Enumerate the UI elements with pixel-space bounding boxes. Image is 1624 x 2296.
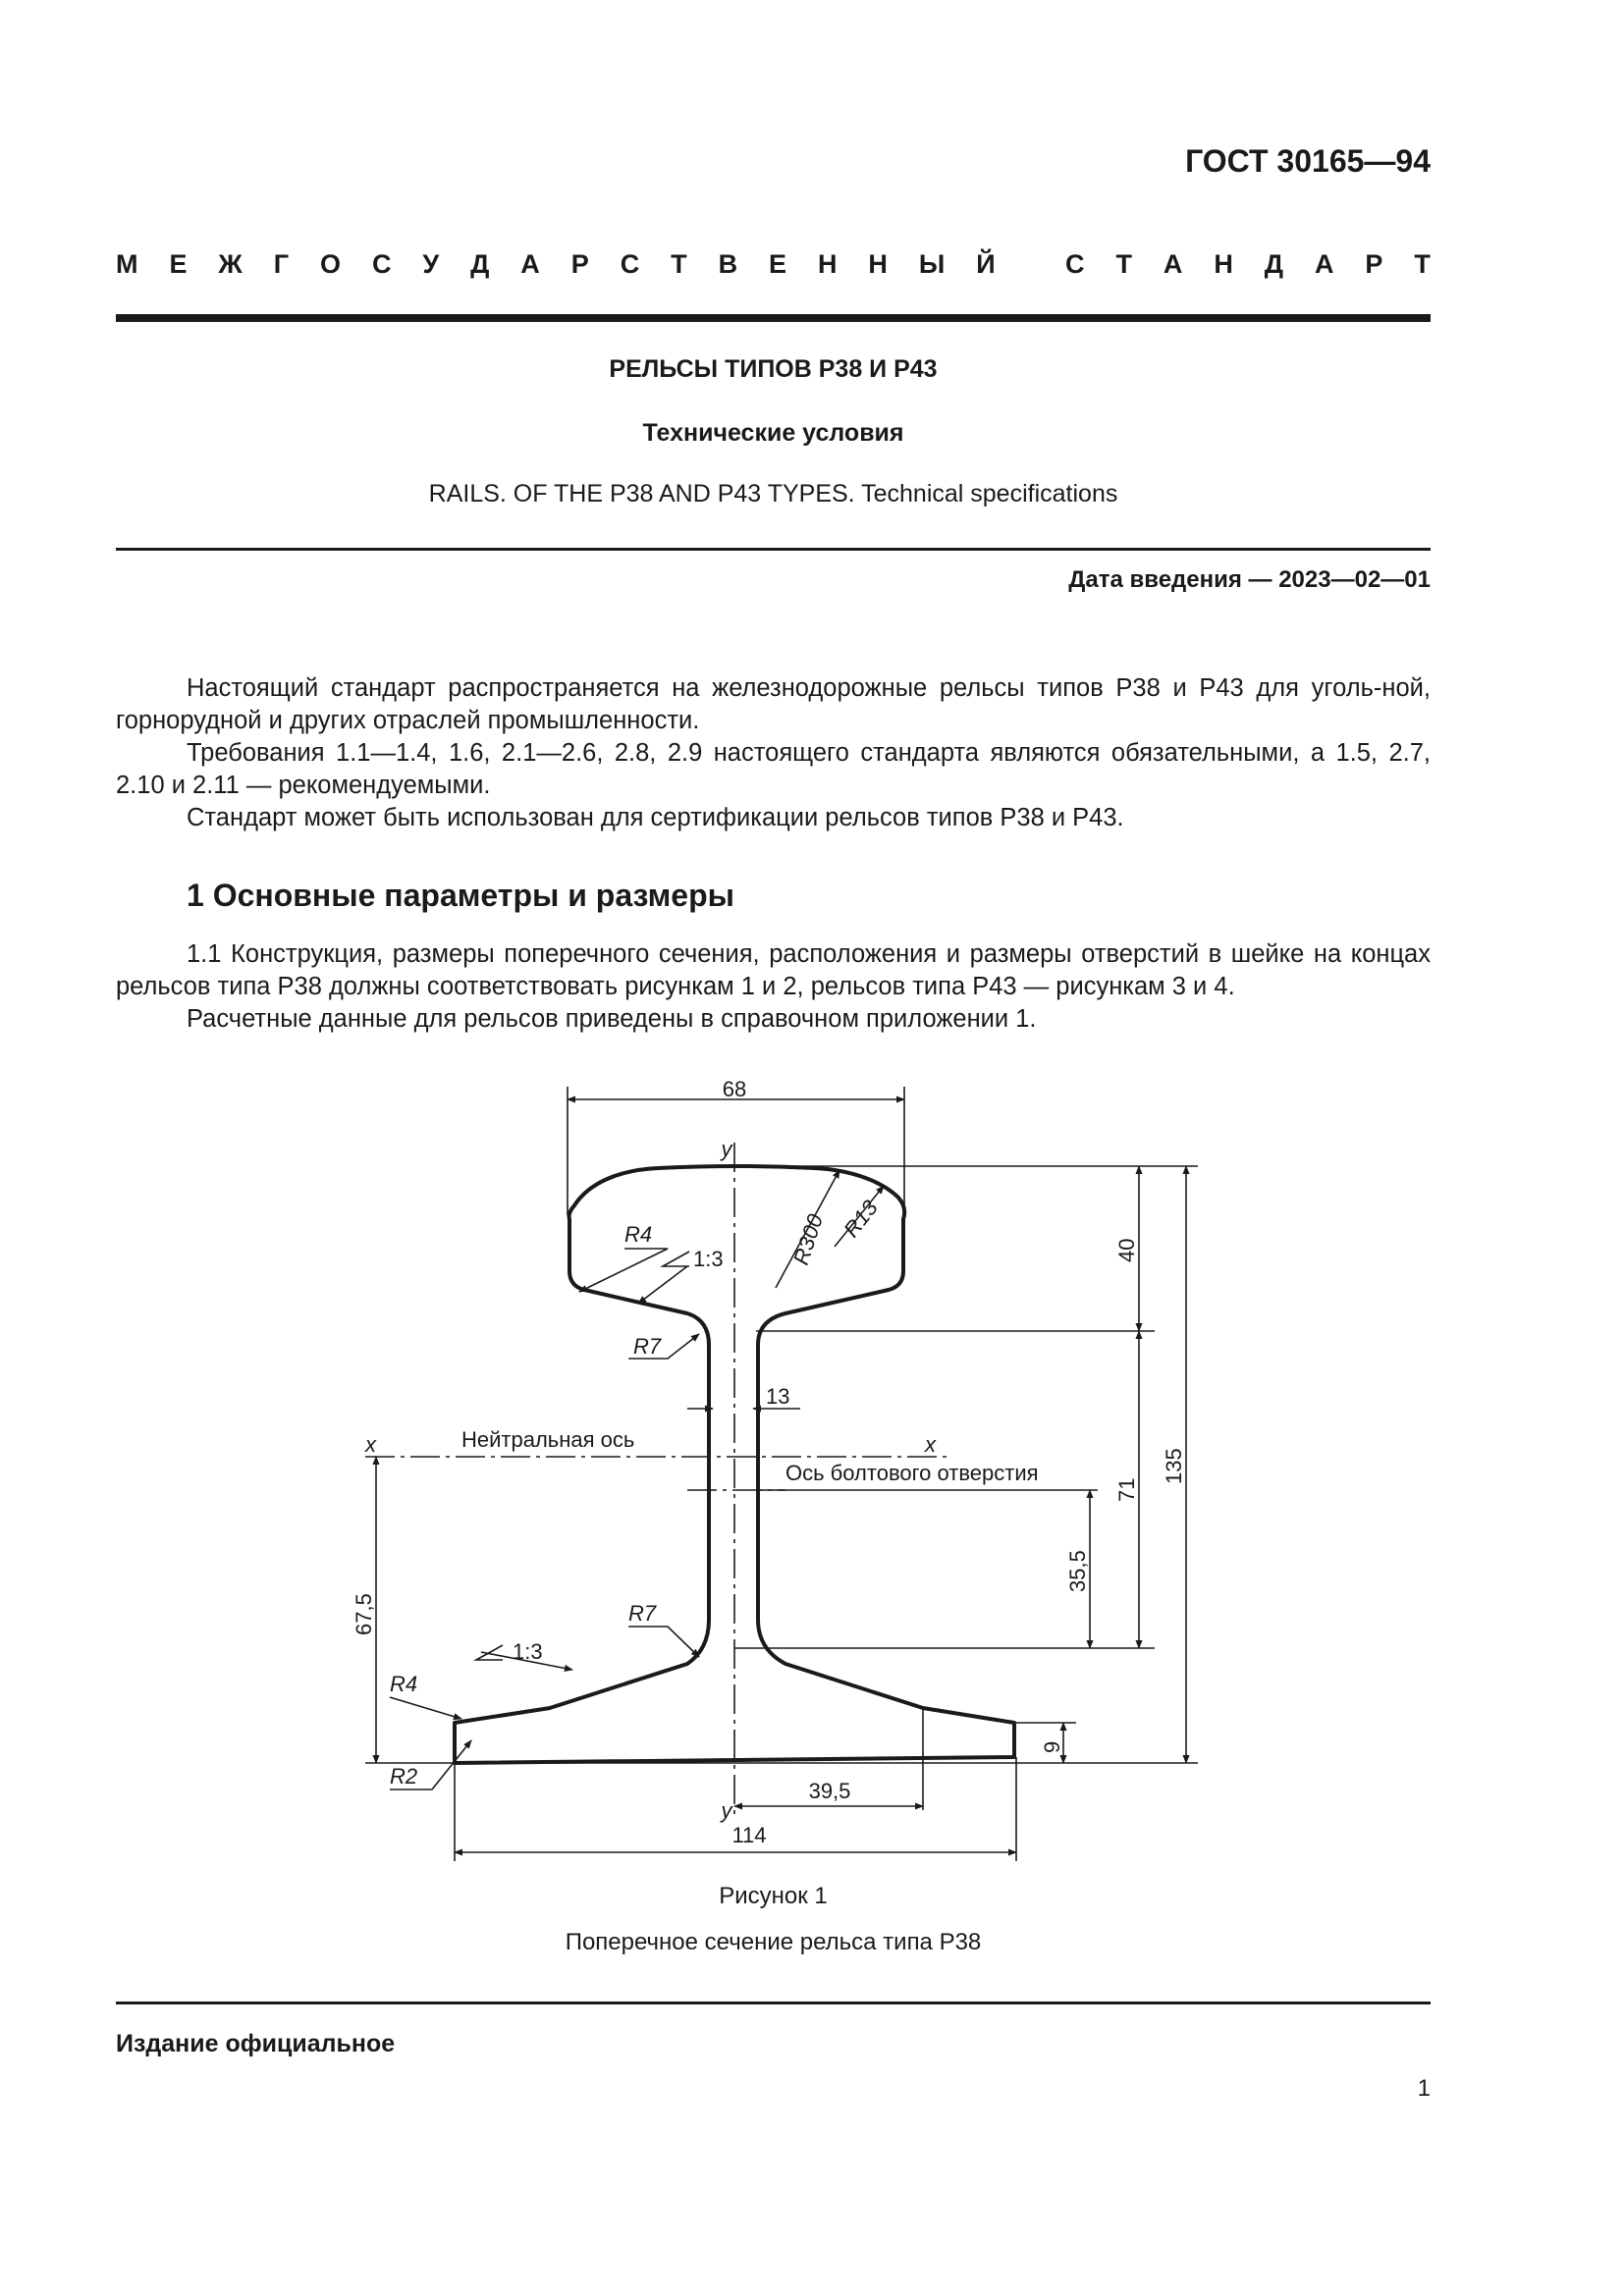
standard-type-letter: Т <box>1115 249 1132 279</box>
label-head-width: 68 <box>722 1077 747 1101</box>
label-slope-top: 1:3 <box>693 1247 724 1271</box>
standard-type-letter: Е <box>169 249 188 279</box>
standard-type-letter: С <box>1065 249 1085 279</box>
standard-code: ГОСТ 30165—94 <box>1185 143 1431 179</box>
label-bolt-height: 35,5 <box>1065 1550 1090 1592</box>
document-english-title: RAILS. OF THE P38 AND P43 TYPES. Technical specifications <box>428 480 1118 507</box>
page-number: 1 <box>1417 2075 1431 2102</box>
standard-type-letter: Ж <box>218 249 243 279</box>
label-neutral-height: 67,5 <box>352 1593 376 1635</box>
label-web-thickness: 13 <box>766 1384 790 1409</box>
section-paragraph: Расчетные данные для рельсов приведены в справочном приложении 1. <box>187 1005 1037 1033</box>
intro-date: Дата введения — 2023—02—01 <box>1068 566 1431 593</box>
intro-paragraph: Стандарт может быть использован для сертификации рельсов типов Р38 и Р43. <box>187 804 1124 831</box>
label-foot-edge: 9 <box>1040 1740 1064 1753</box>
document-subtitle: Технические условия <box>642 419 904 447</box>
standard-type-letter: М <box>116 249 138 279</box>
label-axis-x-left: x <box>365 1432 376 1457</box>
label-r4-bottom: R4 <box>390 1672 418 1696</box>
label-r300: R300 <box>787 1210 829 1268</box>
label-neck-height: 71 <box>1114 1477 1139 1502</box>
standard-type-letter: О <box>319 249 341 279</box>
standard-type-letter: Н <box>817 249 838 279</box>
label-r7-bottom: R7 <box>628 1601 657 1626</box>
figure-title: Поперечное сечение рельса типа Р38 <box>565 1929 982 1955</box>
standard-type-letter: С <box>620 249 640 279</box>
section-heading: 1 Основные параметры и размеры <box>187 878 734 913</box>
label-head-height: 40 <box>1114 1238 1139 1262</box>
standard-type-letter: Е <box>769 249 787 279</box>
label-r13: R13 <box>839 1195 883 1243</box>
label-r7-top: R7 <box>633 1334 662 1359</box>
label-total-height: 135 <box>1162 1448 1186 1484</box>
footer-rule <box>116 2002 1431 2004</box>
edition-label: Издание официальное <box>116 2030 396 2057</box>
standard-type-letter: А <box>520 249 540 279</box>
standard-type-letter: Р <box>1365 249 1383 279</box>
label-axis-y-bottom: y <box>721 1798 732 1823</box>
label-r4-top: R4 <box>624 1222 653 1247</box>
standard-type-letter: Т <box>671 249 687 279</box>
intro-paragraph: Настоящий стандарт распространяется на железнодорожные рельсы типов Р38 и Р43 для уголь-ной, горнорудной и других отраслей промышленности. <box>116 674 1431 734</box>
standard-type-letter: У <box>422 249 440 279</box>
label-r2: R2 <box>390 1764 418 1789</box>
label-slope-bottom: 1:3 <box>513 1639 543 1664</box>
label-neutral-axis: Нейтральная ось <box>461 1427 635 1452</box>
label-foot-width: 114 <box>731 1823 767 1847</box>
section-paragraph: 1.1 Конструкция, размеры поперечного сечения, расположения и размеры отверстий в шейке на концах рельсов типа Р38 должны соответствовать рисункам 1 и 2, рельсов типа Р43 — рисункам 3 и 4. <box>116 940 1431 1000</box>
standard-type-letter: Р <box>570 249 589 279</box>
label-axis-x-right: x <box>925 1432 936 1457</box>
standard-type-letter: С <box>371 249 392 279</box>
standard-type-letter: Д <box>1264 249 1283 279</box>
standard-type-letter: Й <box>976 249 996 279</box>
standard-type-letter: Н <box>868 249 888 279</box>
label-bolt-axis: Ось болтового отверстия <box>785 1461 1039 1485</box>
standard-type-letter: Д <box>470 249 490 279</box>
label-axis-y-top: y <box>721 1137 732 1161</box>
standard-type-letter: В <box>718 249 738 279</box>
figure-caption: Рисунок 1 <box>719 1883 828 1909</box>
label-half-foot: 39,5 <box>808 1779 851 1803</box>
standard-type-letter: А <box>1163 249 1183 279</box>
standard-type-letter: Ы <box>918 249 946 279</box>
standard-type-letter: А <box>1314 249 1334 279</box>
standard-type-letter: Г <box>273 249 290 279</box>
standard-type-letter: Н <box>1214 249 1233 279</box>
standard-type-letter: Т <box>1414 249 1431 279</box>
intro-paragraph: Требования 1.1—1.4, 1.6, 2.1—2.6, 2.8, 2.9 настоящего стандарта являются обязательными, а 1.5, 2.7, 2.10 и 2.11 — рекомендуемыми. <box>116 739 1431 799</box>
document-title: РЕЛЬСЫ ТИПОВ Р38 И Р43 <box>609 355 938 383</box>
